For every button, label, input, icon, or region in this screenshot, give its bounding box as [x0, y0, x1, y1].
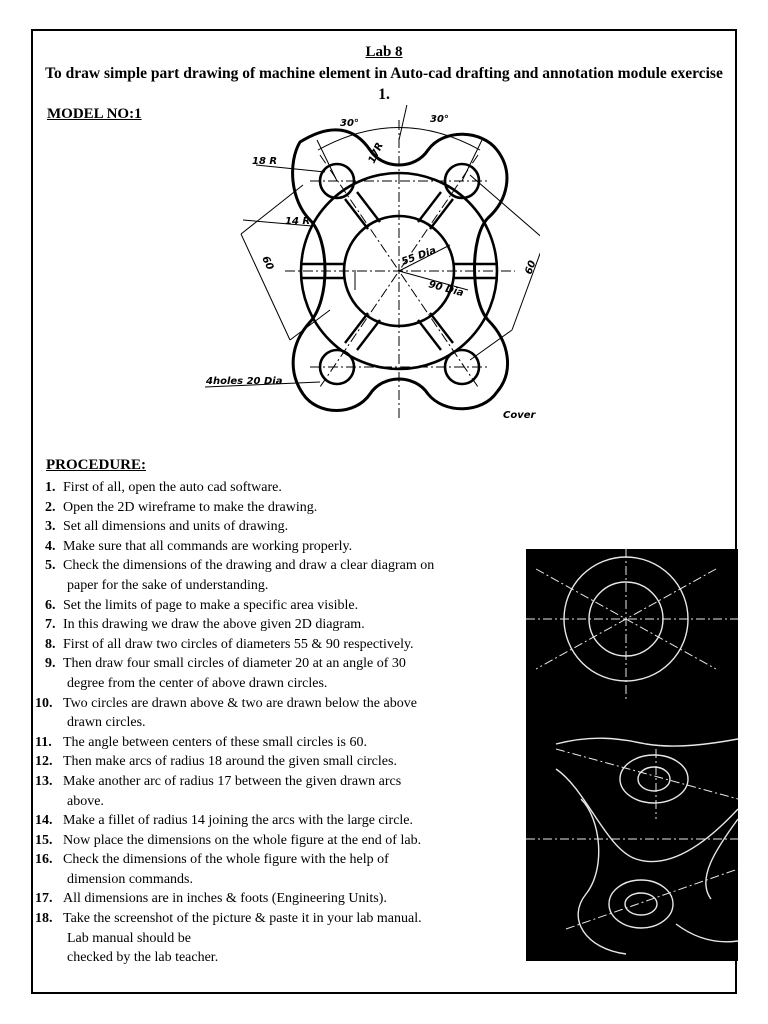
label-angle-left: 30° — [340, 118, 359, 129]
step-number: 1. — [45, 480, 56, 495]
procedure-step — [0, 556, 520, 595]
step-text: paper for the sake of understanding. — [67, 577, 269, 593]
step-text: Set all dimensions and units of drawing. — [63, 519, 289, 535]
step-text: First of all, open the auto cad software. — [63, 480, 282, 495]
procedure-title: PROCEDURE: — [46, 457, 146, 473]
step-text: Make a fillet of radius 14 joining the arcs with the large circle. — [63, 813, 414, 829]
step-text: drawn circles. — [67, 715, 146, 731]
label-dia55: 55 Dia — [400, 245, 438, 268]
step-text: Open the 2D wireframe to make the drawing. — [63, 499, 318, 515]
label-dim60-left: 60 — [259, 254, 276, 272]
label-holes: 4holes 20 Dia — [206, 376, 283, 387]
procedure-step — [0, 654, 520, 693]
step-text: Now place the dimensions on the whole figure at the end of lab. — [63, 832, 422, 848]
cover-technical-drawing — [200, 105, 540, 435]
procedure-step — [0, 850, 520, 889]
step-text: Then make arcs of radius 18 around the given small circles. — [63, 754, 397, 770]
procedure-step — [0, 694, 520, 733]
step-text: Lab manual should be — [67, 930, 192, 946]
procedure-step — [0, 733, 520, 753]
step-number: 10. — [35, 695, 53, 711]
step-number: 11. — [35, 734, 52, 750]
step-text: checked by the lab teacher. — [67, 950, 219, 966]
step-number: 9. — [45, 656, 56, 672]
step-text: Set the limits of page to make a specific area visible. — [63, 597, 359, 613]
procedure-step — [0, 596, 520, 616]
step-text: Check the dimensions of the whole figure with the help of — [63, 852, 389, 868]
step-text: Make another arc of radius 17 between the given drawn arcs — [63, 773, 402, 789]
step-text: Then draw four small circles of diameter 20 at an angle of 30 — [63, 656, 406, 672]
procedure-step — [0, 909, 520, 968]
step-text: above. — [67, 793, 104, 809]
step-text: Take the screenshot of the picture & paste it in your lab manual. — [63, 911, 422, 927]
step-number: 2. — [45, 499, 56, 515]
lab-title: Lab 8 — [365, 44, 403, 60]
step-number: 17. — [35, 891, 53, 907]
procedure-step — [0, 635, 520, 655]
step-number: 14. — [35, 813, 53, 829]
procedure-steps — [0, 478, 520, 968]
step-text: First of all draw two circles of diameters 55 & 90 respectively. — [63, 636, 414, 652]
step-text: All dimensions are in inches & foots (Engineering Units). — [63, 891, 387, 907]
procedure-step — [0, 772, 520, 811]
step-text: Check the dimensions of the drawing and draw a clear diagram on — [63, 558, 435, 574]
page-heading: To draw simple part drawing of machine element in Auto-cad drafting and annotation module exercise 1. — [45, 65, 723, 103]
label-r18: 18 R — [252, 156, 278, 167]
label-angle-right: 30° — [430, 114, 449, 125]
step-text: In this drawing we draw the above given 2D diagram. — [63, 617, 365, 633]
step-text: The angle between centers of these small circles is 60. — [63, 734, 367, 750]
step-text: Make sure that all commands are working properly. — [63, 538, 353, 554]
step-number: 3. — [45, 519, 56, 535]
step-text: dimension commands. — [67, 871, 193, 887]
procedure-step — [0, 811, 520, 831]
step-number: 7. — [45, 617, 56, 633]
label-dia90: 90 Dia — [427, 279, 465, 300]
step-text: Two circles are drawn above & two are drawn below the above — [63, 695, 417, 711]
step-text: degree from the center of above drawn circles. — [67, 675, 328, 691]
model-label: MODEL NO:1 — [47, 106, 142, 122]
label-dim60-right: 60 — [523, 259, 539, 277]
label-r14: 14 R — [285, 216, 311, 227]
step-number: 5. — [45, 558, 56, 574]
procedure-step — [0, 615, 520, 635]
procedure-step — [0, 517, 520, 537]
procedure-step — [0, 537, 520, 557]
procedure-step — [0, 889, 520, 909]
procedure-step — [0, 498, 520, 518]
step-number: 12. — [35, 754, 53, 770]
autocad-screenshot — [526, 549, 738, 961]
label-r17: 17R — [366, 141, 386, 166]
step-number: 15. — [35, 832, 53, 848]
step-number: 13. — [35, 773, 53, 789]
step-number: 4. — [45, 538, 56, 554]
procedure-step — [0, 752, 520, 772]
step-number: 18. — [35, 911, 53, 927]
procedure-step — [0, 478, 520, 498]
step-number: 8. — [45, 636, 56, 652]
step-number: 6. — [45, 597, 56, 613]
label-cover: Cover — [503, 410, 536, 421]
procedure-step — [0, 831, 520, 851]
step-number: 16. — [35, 852, 53, 868]
